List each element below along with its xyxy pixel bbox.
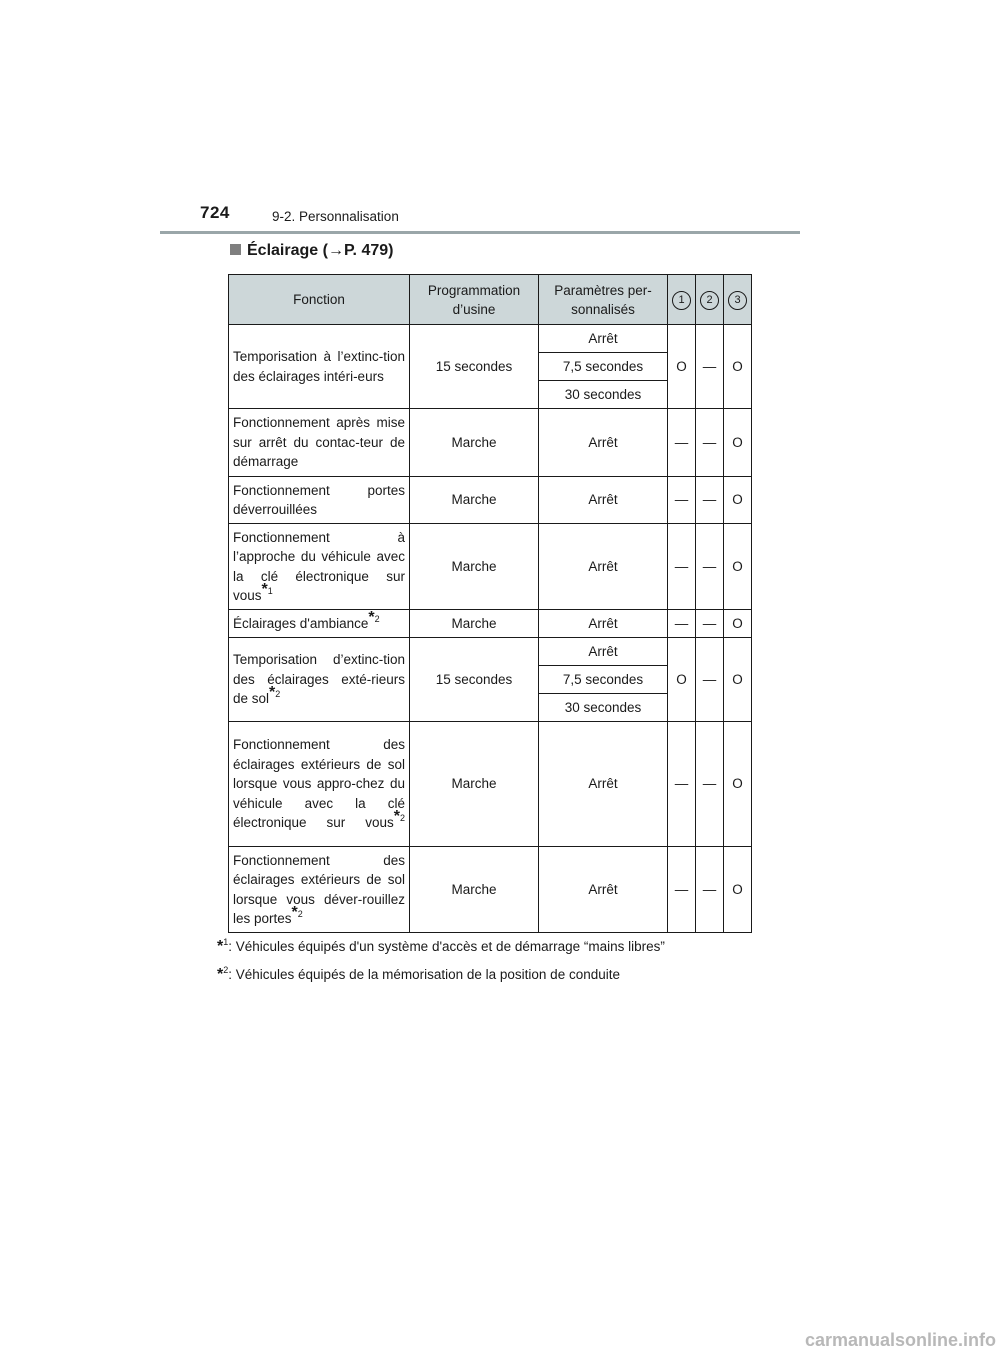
table-row — [229, 409, 752, 477]
method-2-cell: — — [696, 638, 724, 722]
heading-title: Éclairage ( — [247, 242, 328, 259]
factory-cell: 15 secondes — [410, 638, 539, 722]
option-cell: Arrêt — [539, 638, 668, 666]
method-2-cell: — — [696, 524, 724, 610]
asterisk-icon: * — [217, 938, 224, 955]
method-1-cell: — — [668, 477, 696, 524]
header-custom: Paramètres per-sonnalisés — [539, 275, 668, 325]
factory-cell: Marche — [410, 610, 539, 638]
table-row — [229, 638, 752, 666]
method-3-cell: O — [724, 722, 752, 847]
method-2-cell: — — [696, 847, 724, 933]
table-row — [229, 847, 752, 933]
footnote-1: *$^1$: Véhicules équipés d'un système d'accès et de démarrage “mains libres” — [217, 937, 665, 955]
option-cell: 30 secondes — [539, 694, 668, 722]
arrow-icon: → — [327, 242, 344, 259]
method-3-cell: O — [724, 325, 752, 409]
header-method-2 — [696, 275, 724, 325]
circle-number-1-icon: 1 — [672, 291, 691, 310]
option-cell: Arrêt — [539, 524, 668, 610]
function-cell: Fonctionnement après mise sur arrêt du contac-teur de démarrage — [229, 409, 410, 477]
table-row — [229, 477, 752, 524]
method-3-cell: O — [724, 477, 752, 524]
function-cell — [229, 524, 410, 610]
method-2-cell: — — [696, 325, 724, 409]
function-text: Fonctionnement à l’approche du véhicule avec la clé électronique sur vous — [233, 529, 405, 603]
function-text: Éclairages d'ambiance — [233, 615, 369, 631]
header-method-1 — [668, 275, 696, 325]
factory-cell: Marche — [410, 847, 539, 933]
table-row — [229, 722, 752, 847]
method-1-cell: O — [668, 638, 696, 722]
option-cell: Arrêt — [539, 610, 668, 638]
table-header-row — [229, 275, 752, 325]
function-text: Fonctionnement des éclairages extérieurs de sol lorsque vous déver-rouillez les portes — [233, 852, 405, 926]
function-cell — [229, 847, 410, 933]
settings-table — [228, 274, 752, 933]
factory-cell: Marche — [410, 477, 539, 524]
header-method-3 — [724, 275, 752, 325]
table-row — [229, 325, 752, 353]
method-3-cell: O — [724, 638, 752, 722]
function-cell: Temporisation à l’extinc-tion des éclairages intéri-eurs — [229, 325, 410, 409]
footnote-ref: *1 — [261, 581, 273, 598]
function-cell — [229, 610, 410, 638]
method-1-cell: — — [668, 722, 696, 847]
option-cell: 7,5 secondes — [539, 666, 668, 694]
asterisk-icon: * — [261, 581, 268, 598]
factory-cell: 15 secondes — [410, 325, 539, 409]
section-heading — [230, 242, 393, 260]
asterisk-icon: * — [269, 684, 276, 702]
section-title: 9-2. Personnalisation — [272, 209, 399, 224]
factory-cell: Marche — [410, 524, 539, 610]
heading-ref[interactable]: P. 479) — [343, 242, 394, 259]
method-1-cell: — — [668, 610, 696, 638]
option-cell: Arrêt — [539, 409, 668, 477]
circle-number-3-icon: 3 — [728, 291, 747, 310]
asterisk-icon: * — [393, 808, 400, 826]
option-cell: Arrêt — [539, 325, 668, 353]
table-row — [229, 610, 752, 638]
function-cell: Fonctionnement portes déverrouillées — [229, 477, 410, 524]
footnote-2: *$^2$: Véhicules équipés de la mémorisation de la position de conduite — [217, 965, 620, 983]
function-text: Temporisation d’extinc-tion des éclairages exté-rieurs de sol — [233, 652, 405, 707]
footnote-ref: *2 — [393, 808, 405, 826]
option-cell: Arrêt — [539, 847, 668, 933]
asterisk-icon: * — [217, 966, 224, 983]
method-1-cell: — — [668, 847, 696, 933]
footnote-ref: *2 — [291, 904, 303, 921]
footnote-ref: *2 — [368, 608, 380, 626]
method-3-cell: O — [724, 409, 752, 477]
option-cell: 7,5 secondes — [539, 353, 668, 381]
method-2-cell: — — [696, 610, 724, 638]
method-2-cell: — — [696, 477, 724, 524]
footnote-ref: *2 — [269, 684, 281, 702]
page-number: 724 — [200, 203, 230, 222]
method-1-cell: O — [668, 325, 696, 409]
method-3-cell: O — [724, 847, 752, 933]
option-cell: Arrêt — [539, 477, 668, 524]
function-text: Fonctionnement des éclairages extérieurs de sol lorsque vous appro-chez du véhicule avec la clé électronique sur vous — [233, 737, 405, 831]
method-3-cell: O — [724, 610, 752, 638]
method-1-cell: — — [668, 409, 696, 477]
factory-cell: Marche — [410, 722, 539, 847]
header-factory: Programmation d’usine — [410, 275, 539, 325]
table-row — [229, 524, 752, 610]
circle-number-2-icon: 2 — [700, 291, 719, 310]
factory-cell: Marche — [410, 409, 539, 477]
method-2-cell: — — [696, 722, 724, 847]
asterisk-icon: * — [291, 904, 298, 921]
function-cell — [229, 722, 410, 847]
method-3-cell: O — [724, 524, 752, 610]
option-cell: 30 secondes — [539, 381, 668, 409]
header-rule — [160, 231, 800, 234]
square-bullet-icon — [230, 244, 241, 255]
method-1-cell: — — [668, 524, 696, 610]
header-function: Fonction — [229, 275, 410, 325]
method-2-cell: — — [696, 409, 724, 477]
watermark: carmanualsonline.info — [805, 1330, 996, 1350]
function-cell — [229, 638, 410, 722]
option-cell: Arrêt — [539, 722, 668, 847]
asterisk-icon: * — [368, 608, 375, 626]
